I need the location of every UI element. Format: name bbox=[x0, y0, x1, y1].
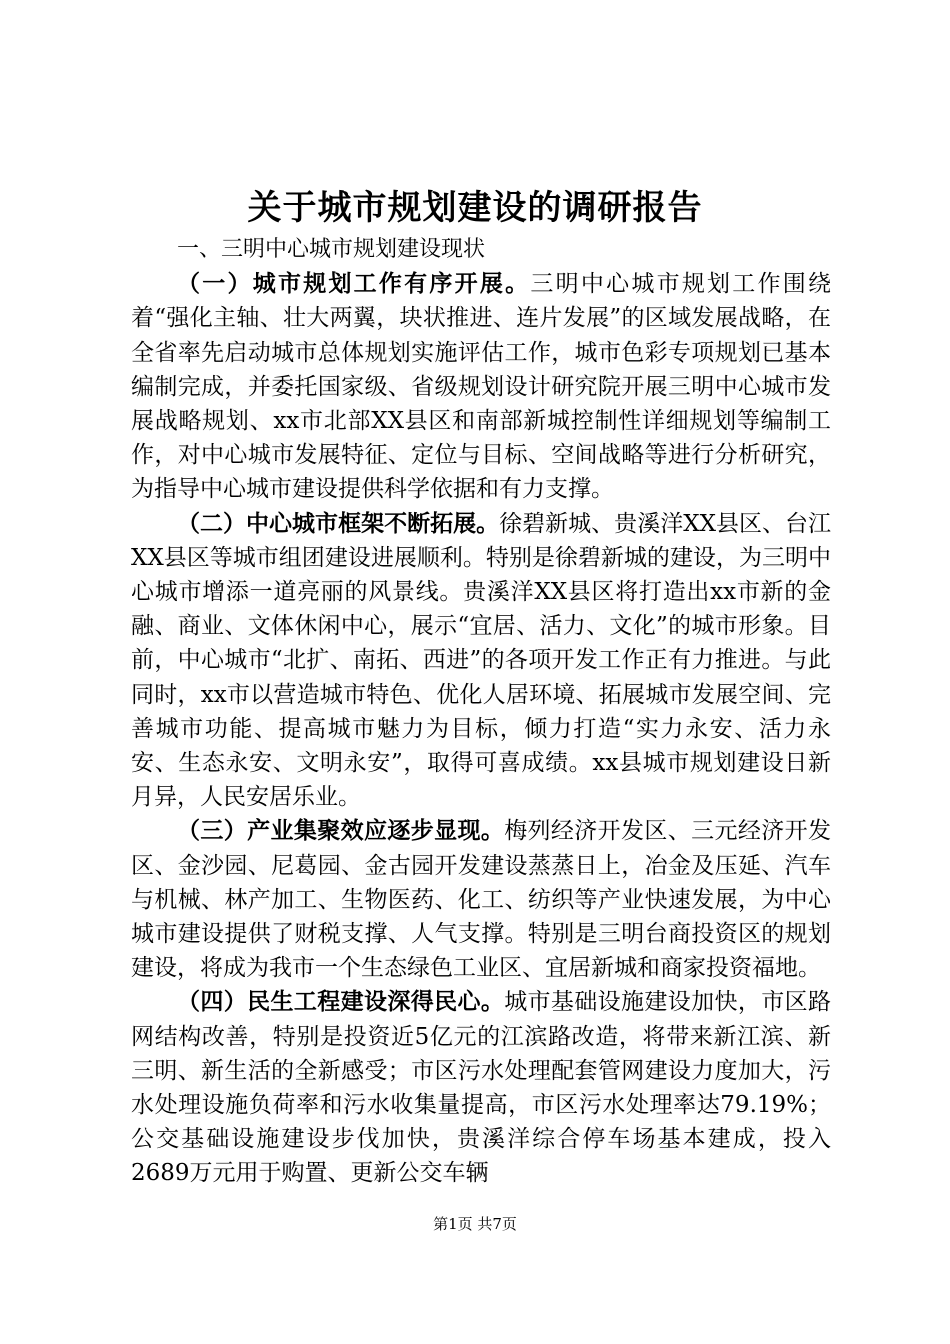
paragraph-2-text: 徐碧新城、贵溪洋XX县区、台江XX县区等城市组团建设进展顺利。特别是徐碧新城的建设，为三明中心城市增添一道亮丽的风景线。贵溪洋XX县区将打造出xx市新的金融、商业、文体休闲中心，展示“宜居、活力、文化”的城市形象。目前，中心城市“北扩、南拓、西进”的各项开发工作正有力推进。与此同时，xx市以营造城市特色、优化人居环境、拓展城市发展空间、完善城市功能、提高城市魅力为目标，倾力打造“实力永安、活力永安、生态永安、文明永安”，取得可喜成绩。xx县城市规划建设日新月异，人民安居乐业。 bbox=[131, 510, 832, 811]
paragraph-4-text: 城市基础设施建设加快，市区路网结构改善，特别是投资近5亿元的江滨路改造，将带来新江滨、新三明、新生活的全新感受；市区污水处理配套管网建设力度加大，污水处理设施负荷率和污水收集量提高，市区污水处理率达79.19%；公交基础设施建设步伐加快，贵溪洋综合停车场基本建成，投入2689万元用于购置、更新公交车辆 bbox=[131, 989, 832, 1187]
paragraph-2 bbox=[131, 507, 831, 815]
paragraph-4-lead: （四）民生工程建设深得民心。 bbox=[177, 989, 505, 1016]
paragraph-3 bbox=[131, 814, 831, 985]
paragraph-1-lead: （一）城市规划工作有序开展。 bbox=[177, 271, 531, 298]
paragraph-1 bbox=[131, 267, 831, 506]
paragraph-3-lead: （三）产业集聚效应逐步显现。 bbox=[177, 818, 505, 845]
section-heading: 一、三明中心城市规划建设现状 bbox=[177, 237, 486, 262]
paragraph-1-text: 三明中心城市规划工作围绕着“强化主轴、壮大两翼，块状推进、连片发展”的区域发展战略，在全省率先启动城市总体规划实施评估工作，城市色彩专项规划已基本编制完成，并委托国家级、省级规划设计研究院开展三明中心城市发展战略规划、xx市北部XX县区和南部新城控制性详细规划等编制工作，对中心城市发展特征、定位与目标、空间战略等进行分析研究，为指导中心城市建设提供科学依据和有力支撑。 bbox=[131, 271, 832, 503]
document-title: 关于城市规划建设的调研报告 bbox=[247, 188, 703, 228]
paragraph-3-text: 梅列经济开发区、三元经济开发区、金沙园、尼葛园、金古园开发建设蒸蒸日上，冶金及压延、汽车与机械、林产加工、生物医药、化工、纺织等产业快速发展，为中心城市建设提供了财税支撑、人气支撑。特别是三明台商投资区的规划建设，将成为我市一个生态绿色工业区、宜居新城和商家投资福地。 bbox=[131, 818, 832, 982]
page-footer: 第1页 共7页 bbox=[433, 1215, 517, 1233]
paragraph-2-lead: （二）中心城市框架不断拓展。 bbox=[177, 510, 500, 537]
paragraph-4 bbox=[131, 985, 831, 1190]
document-body bbox=[131, 233, 831, 1191]
